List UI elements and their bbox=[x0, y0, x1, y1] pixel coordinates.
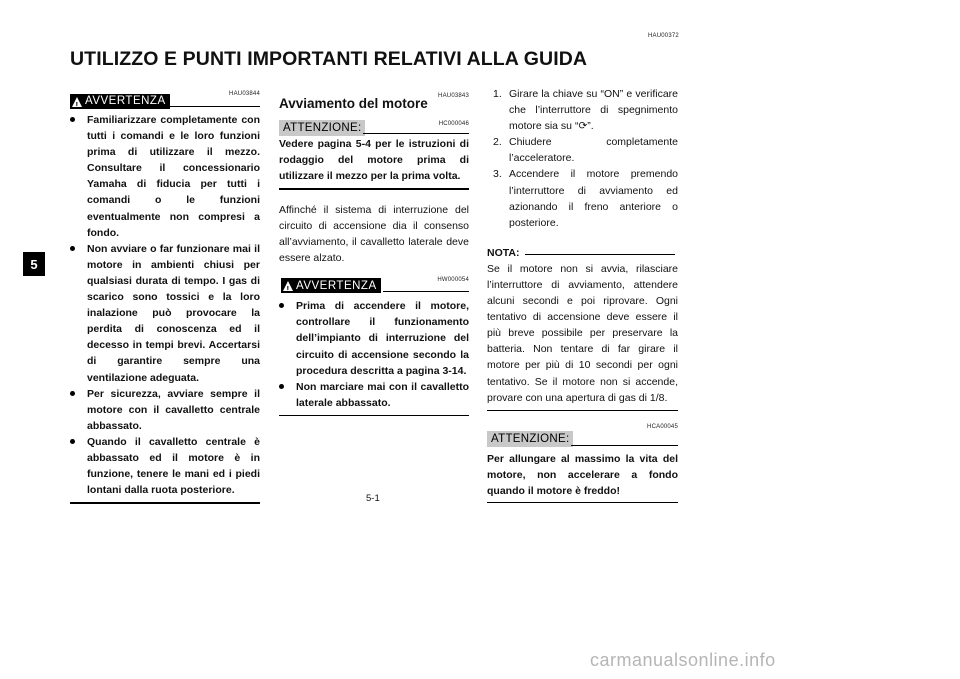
list-item-text: Per sicurezza, avviare sempre il motore con il cavalletto centrale abbassato. bbox=[87, 387, 260, 432]
list-item-text: Non marciare mai con il cavalletto laterale abbassato. bbox=[296, 380, 469, 409]
bullet-icon bbox=[279, 384, 284, 389]
step-number: 1. bbox=[493, 88, 502, 100]
list-item-text: Prima di accendere il motore, controllare il funzionamento dell’impianto di interruzione del circuito di accensione secondo la procedura descritta a pagina 3-14. bbox=[296, 300, 469, 377]
bullet-icon bbox=[279, 303, 284, 308]
divider bbox=[363, 133, 469, 134]
list-item bbox=[70, 386, 260, 434]
caution-text: Per allungare al massimo la vita del motore, non accelerare a fondo quando il motore è freddo! bbox=[487, 452, 678, 497]
warning-code: HAU03844 bbox=[229, 91, 260, 97]
list-item-text: Non avviare o far funzionare mai il motore in ambienti chiusi per qualsiasi durata di tempo. I gas di scarico sono tossici e la loro inalazione può provocare la perdita di conoscenza ed il decesso in tempi brevi. Accertarsi di garantire sempre una ventilazione adeguata. bbox=[87, 242, 260, 384]
column-1 bbox=[70, 86, 260, 504]
section-heading: Avviamento del motore bbox=[279, 96, 428, 111]
step-item bbox=[487, 166, 678, 230]
step-text: Girare la chiave su “ON” e verificare che l’interruttore di spegnimento motore sia su “⟳”. bbox=[509, 88, 678, 133]
divider bbox=[170, 106, 260, 107]
page-title: UTILIZZO E PUNTI IMPORTANTI RELATIVI ALLA GUIDA bbox=[70, 48, 588, 70]
list-item bbox=[70, 112, 260, 241]
warning-badge bbox=[70, 94, 170, 109]
bullet-icon bbox=[70, 117, 75, 122]
watermark: carmanualsonline.info bbox=[590, 650, 776, 670]
warning-badge-label: AVVERTENZA bbox=[296, 279, 377, 292]
bullet-icon bbox=[70, 439, 75, 444]
divider bbox=[70, 502, 260, 504]
list-item bbox=[70, 241, 260, 386]
divider bbox=[279, 415, 469, 417]
note-label: NOTA: bbox=[487, 246, 520, 259]
caution-text: Vedere pagina 5-4 per le istruzioni di rodaggio del motore prima di utilizzare il mezzo per la prima volta. bbox=[279, 138, 469, 183]
step-number: 3. bbox=[493, 168, 502, 181]
divider bbox=[487, 410, 678, 411]
column-2 bbox=[279, 86, 469, 416]
chapter-tab[interactable]: 5 bbox=[23, 252, 45, 276]
caution-badge: ATTENZIONE: bbox=[279, 120, 365, 136]
step-item bbox=[487, 134, 678, 166]
warning-badge-label: AVVERTENZA bbox=[85, 95, 166, 108]
warning-triangle-icon bbox=[72, 97, 82, 107]
divider bbox=[571, 445, 678, 446]
step-item bbox=[487, 86, 678, 134]
column-3 bbox=[487, 86, 678, 503]
list-item-text: Quando il cavalletto centrale è abbassato ed il motore è in funzione, tenere le mani ed i piedi lontani dalla ruota posteriore. bbox=[87, 435, 260, 497]
step-number: 2. bbox=[493, 136, 502, 149]
warning-code: HW000054 bbox=[437, 277, 469, 284]
list-item bbox=[70, 434, 260, 498]
header-code: HAU00372 bbox=[648, 33, 679, 39]
divider bbox=[487, 502, 678, 504]
list-item bbox=[279, 379, 469, 411]
page-number: 5-1 bbox=[366, 493, 380, 504]
section-code: HAU03843 bbox=[438, 93, 469, 99]
warning-triangle-icon bbox=[283, 281, 293, 291]
list-item-text: Familiarizzare completamente con tutti i comandi e le loro funzioni prima di utilizzare il mezzo. Consultare il concessionario Yamaha di fiducia per tutti i comandi o le funzioni eventualmente non compresi a fondo. bbox=[87, 114, 260, 239]
divider bbox=[279, 188, 469, 190]
caution-badge: ATTENZIONE: bbox=[487, 431, 573, 447]
caution-code: HC000046 bbox=[438, 121, 469, 127]
bullet-icon bbox=[70, 246, 75, 251]
bullet-icon bbox=[70, 391, 75, 396]
step-text: Accendere il motore premendo l’interruttore di avviamento ed azionando il freno anteriore o posteriore. bbox=[509, 168, 678, 229]
body-text: Affinché il sistema di interruzione del circuito di accensione dia il consenso all’avviamento, il cavalletto laterale deve essere alzato. bbox=[279, 203, 469, 265]
warning-badge bbox=[281, 278, 381, 293]
list-item bbox=[279, 298, 469, 378]
note-text: Se il motore non si avvia, rilasciare l’interruttore di avviamento, attendere alcuni secondi e poi riprovare. Ogni tentativo di accensione deve essere il più breve possibile per preservare la batteria. Non tentare di far girare il motore per più di 10 secondi per ogni tentativo. Se il motore non si accende, provare con una apertura di gas di 1/8. bbox=[487, 262, 678, 404]
caution-code: HCA00045 bbox=[647, 423, 678, 430]
step-text: Chiudere completamente l’acceleratore. bbox=[509, 136, 678, 165]
divider bbox=[383, 291, 469, 292]
divider bbox=[525, 254, 675, 255]
